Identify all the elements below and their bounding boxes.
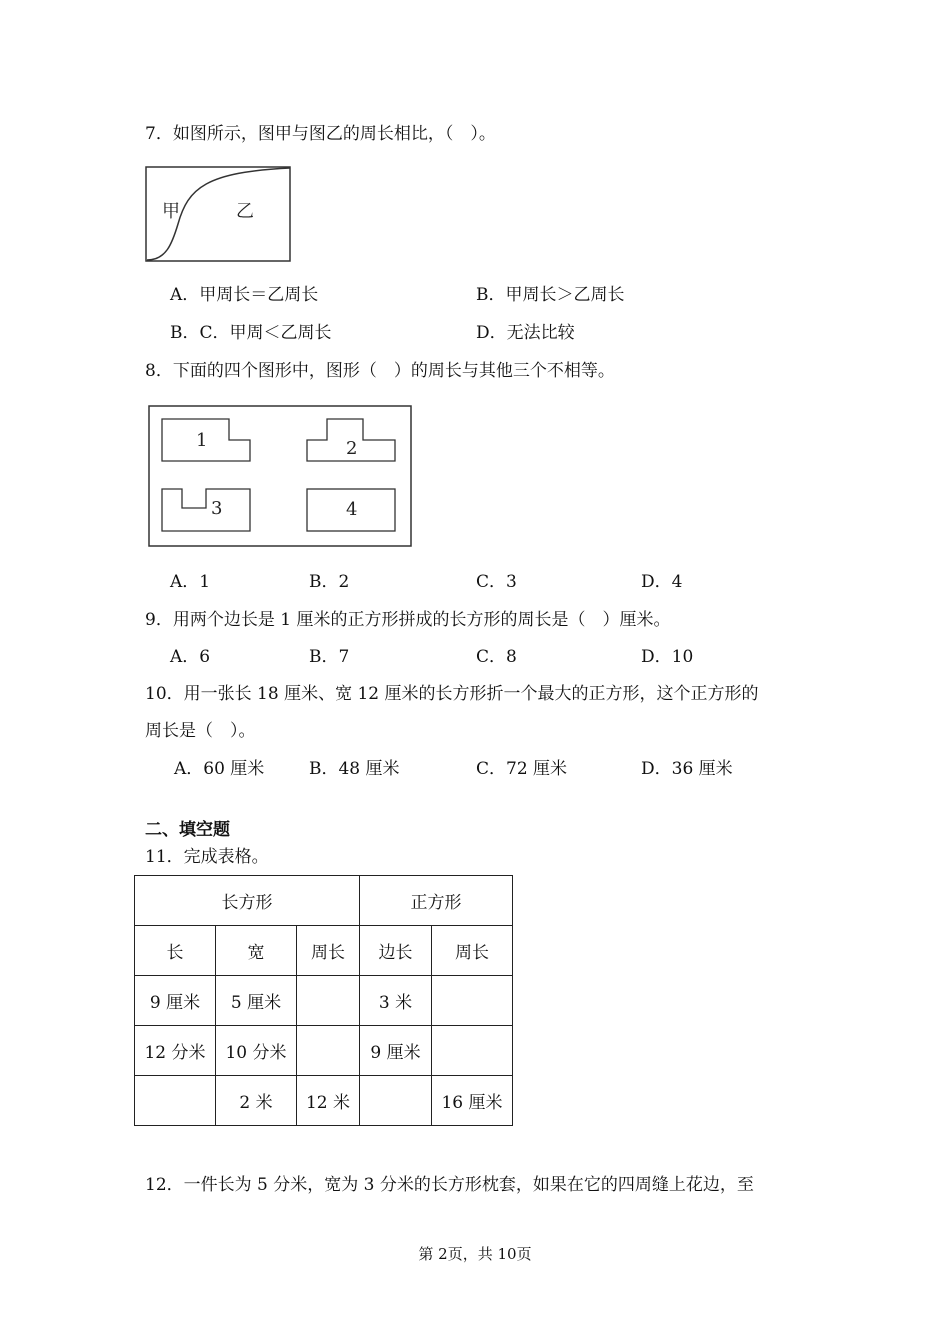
section-title: 二、填空题 [145,820,230,840]
q10-option-d[interactable]: D．36 厘米 [641,759,733,779]
header-rect-perimeter: 周长 [297,926,360,976]
q10-option-b[interactable]: B．48 厘米 [309,759,400,779]
table-cell: 9 厘米 [135,976,216,1026]
shape-label-2: 2 [346,438,358,459]
q7-option-b[interactable]: B．甲周长＞乙周长 [476,285,625,305]
q8-figure [147,405,413,548]
q8-option-a[interactable]: A．1 [170,572,211,592]
fig-label-yi: 乙 [236,201,254,222]
table-row [135,1076,513,1126]
q7-option-a[interactable]: A．甲周长＝乙周长 [170,285,319,305]
table-cell: 5 厘米 [216,976,297,1026]
table-group-header-row [135,876,513,926]
q11-table [134,875,513,1126]
table-cell: 2 米 [216,1076,297,1126]
group-header-square: 正方形 [360,876,513,926]
header-width: 宽 [216,926,297,976]
q8-option-d[interactable]: D．4 [641,572,683,592]
q10-stem-line2: 周长是（ ）。 [145,721,256,741]
group-header-rectangle: 长方形 [135,876,360,926]
table-cell-blank[interactable] [360,1076,432,1126]
page-footer: 第 2页，共 10页 [418,1245,532,1263]
table-cell-blank[interactable] [297,976,360,1026]
q10-stem-line1: 10．用一张长 18 厘米、宽 12 厘米的长方形折一个最大的正方形，这个正方形的 [145,684,759,704]
table-row [135,976,513,1026]
q9-option-d[interactable]: D．10 [641,647,694,667]
q8-option-c[interactable]: C．3 [476,572,517,592]
shape-label-1: 1 [196,430,208,451]
header-length: 长 [135,926,216,976]
table-cell: 3 米 [360,976,432,1026]
header-side: 边长 [360,926,432,976]
table-cell: 12 米 [297,1076,360,1126]
table-cell: 16 厘米 [432,1076,513,1126]
q10-option-a[interactable]: A．60 厘米 [174,759,265,779]
q9-option-a[interactable]: A．6 [170,647,211,667]
table-cell-blank[interactable] [432,976,513,1026]
q11-stem: 11．完成表格。 [145,847,269,867]
fig-label-jia: 甲 [162,201,180,222]
q10-option-c[interactable]: C．72 厘米 [476,759,568,779]
table-header-row [135,926,513,976]
table-cell-blank[interactable] [432,1026,513,1076]
shape-label-3: 3 [211,498,223,519]
table-cell: 9 厘米 [360,1026,432,1076]
q7-figure [144,166,294,264]
table-row [135,1026,513,1076]
q9-option-b[interactable]: B．7 [309,647,350,667]
q7-option-c[interactable]: B．C．甲周＜乙周长 [170,323,332,343]
q8-stem: 8．下面的四个图形中，图形（ ）的周长与其他三个不相等。 [145,361,615,381]
q9-stem: 9．用两个边长是 1 厘米的正方形拼成的长方形的周长是（ ）厘米。 [145,610,671,630]
q9-option-c[interactable]: C．8 [476,647,517,667]
table-cell-blank[interactable] [135,1076,216,1126]
q12-stem: 12．一件长为 5 分米，宽为 3 分米的长方形枕套，如果在它的四周缝上花边，至 [145,1175,754,1195]
header-square-perimeter: 周长 [432,926,513,976]
table-cell: 10 分米 [216,1026,297,1076]
q8-option-b[interactable]: B．2 [309,572,350,592]
shape-label-4: 4 [346,499,358,520]
table-cell-blank[interactable] [297,1026,360,1076]
q7-option-d[interactable]: D．无法比较 [476,323,575,343]
q7-stem: 7．如图所示，图甲与图乙的周长相比，（ ）。 [145,124,496,144]
table-cell: 12 分米 [135,1026,216,1076]
